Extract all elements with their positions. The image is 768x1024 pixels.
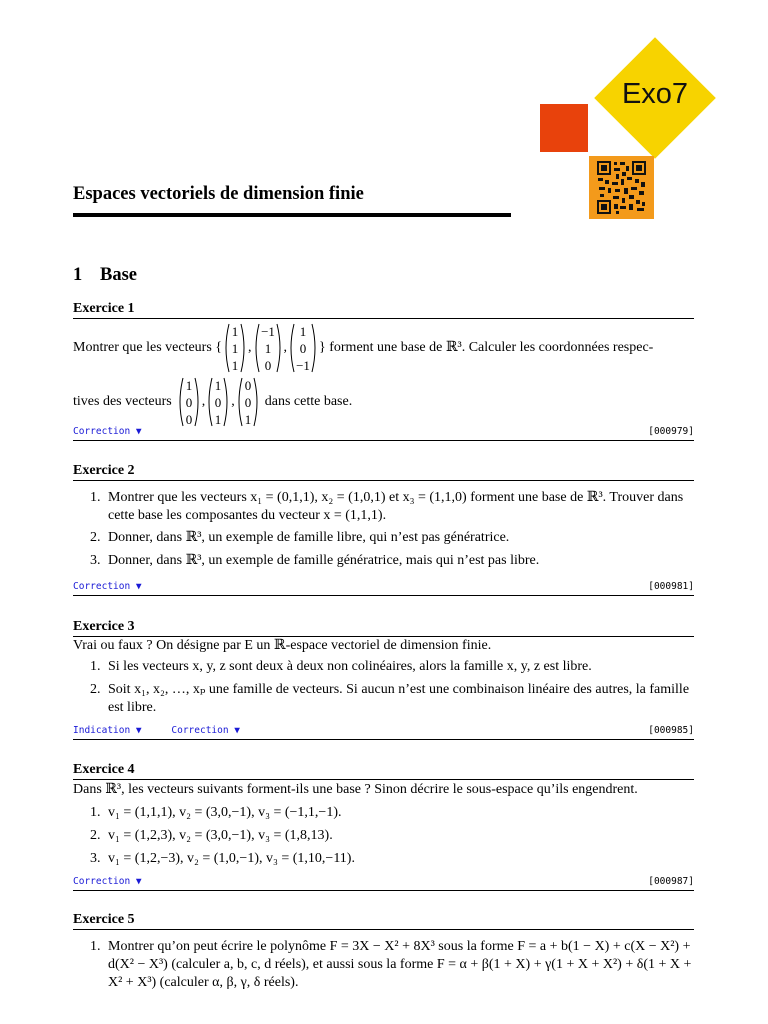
qr-code-icon <box>596 160 647 215</box>
vector-basis-3-c2: 0 <box>299 341 307 356</box>
exercise-4-item-1: 1. v₁ = (1,1,1), v₂ = (3,0,−1), v₃ = (−1,1,−1). <box>90 804 694 822</box>
vector-target-2-c1: 1 <box>215 378 222 393</box>
exercise-1-text-b: } forment une base de ℝ³. Calculer les coordonnées respec- <box>319 340 654 355</box>
vector-basis-3-c3: −1 <box>296 358 310 373</box>
exercise-2-correction-link[interactable]: Correction ▼ <box>73 581 142 592</box>
exercise-1-footer <box>73 426 694 441</box>
exercise-1-text-d: dans cette base. <box>264 394 353 409</box>
exercise-2-heading: Exercice 2 <box>73 463 694 481</box>
exercise-2-item-3: 3. Donner, dans ℝ³, un exemple de famille génératrice, mais qui n’est pas libre. <box>90 552 694 570</box>
exercise-5-item-1: 1. Montrer qu’on peut écrire le polynôme F = 3X − X² + 8X³ sous la forme F = a + b(1 − X) + c(X − X²) + d(X² − X³) (calculer a, b, c, d réels), et aussi sous la forme F = α + β(1 + X) + γ(1 + X + X²) + δ(1 + X + X² + X³) (calculer α, β, γ, δ réels). <box>90 938 694 992</box>
exercise-3-indication-link[interactable]: Indication ▼ <box>73 725 142 736</box>
exercise-4-item-1-text: v₁ = (1,1,1), v₂ = (3,0,−1), v₃ = (−1,1,−1). <box>108 805 342 820</box>
exercise-4-ref: [000987] <box>648 876 694 887</box>
exercise-3-footer <box>73 725 694 740</box>
exercise-3-heading: Exercice 3 <box>73 619 694 637</box>
document-title: Espaces vectoriels de dimension finie <box>73 184 364 204</box>
exercise-2-ref: [000981] <box>648 581 694 592</box>
exercise-4-item-2: 2. v₁ = (1,2,3), v₂ = (3,0,−1), v₃ = (1,8,13). <box>90 827 694 845</box>
logo-orange-square <box>540 104 588 152</box>
exercise-2-item-2-text: Donner, dans ℝ³, un exemple de famille libre, qui n’est pas génératrice. <box>108 530 510 545</box>
vector-basis-1-c2: 1 <box>231 341 239 356</box>
vector-target-3-c1: 0 <box>244 378 251 393</box>
exercise-1-correction-link[interactable]: Correction ▼ <box>73 426 142 437</box>
exercise-4-correction-link[interactable]: Correction ▼ <box>73 876 142 887</box>
section-heading <box>73 265 137 286</box>
exercise-4-item-3: 3. v₁ = (1,2,−3), v₂ = (1,0,−1), v₃ = (1,10,−11). <box>90 850 694 868</box>
exercise-1-heading: Exercice 1 <box>73 301 694 319</box>
vector-basis-2 <box>252 322 284 374</box>
exo7-logo <box>540 40 710 220</box>
vector-target-1-c3: 0 <box>185 412 192 427</box>
vector-target-2-c2: 0 <box>215 395 222 410</box>
exercise-1-line-2: tives des vecteurs 1 0 0 , 1 0 1 , 0 0 1 dans cette base. <box>73 378 353 427</box>
exercise-5-heading: Exercice 5 <box>73 912 694 930</box>
exercise-3-item-1-text: Si les vecteurs x, y, z sont deux à deux non colinéaires, alors la famille x, y, z est libre. <box>108 659 592 674</box>
exercise-3-correction-link[interactable]: Correction ▼ <box>171 725 241 736</box>
exercise-1-ref: [000979] <box>648 426 694 437</box>
vector-basis-1-c1: 1 <box>231 324 239 339</box>
exercise-4-footer <box>73 876 694 891</box>
vector-target-2 <box>205 376 231 428</box>
section-number: 1 <box>73 265 83 285</box>
exercise-4-item-2-text: v₁ = (1,2,3), v₂ = (3,0,−1), v₃ = (1,8,13). <box>108 828 333 843</box>
exercise-2-item-1-text: Montrer que les vecteurs x₁ = (0,1,1), x₂ = (1,0,1) et x₃ = (1,1,0) forment une base de ℝ³. Trouver dans cette base les composantes du vecteur x = (1,1,1). <box>108 490 684 523</box>
exercise-4-heading: Exercice 4 <box>73 762 694 780</box>
vector-basis-3 <box>287 322 319 374</box>
exercise-5-item-1-text: Montrer qu’on peut écrire le polynôme F = 3X − X² + 8X³ sous la forme F = a + b(1 − X) + c(X − X²) + d(X² − X³) (calculer a, b, c, d réels), et aussi sous la forme F = α + β(1 + X) + γ(1 + X + X²) + δ(1 + X + X² + X³) (calculer α, β, γ, δ réels). <box>108 939 692 990</box>
vector-target-1 <box>176 376 202 428</box>
vector-target-3-c3: 1 <box>244 412 251 427</box>
exercise-2-item-3-text: Donner, dans ℝ³, un exemple de famille génératrice, mais qui n’est pas libre. <box>108 553 540 568</box>
exercise-3-item-1: 1. Si les vecteurs x, y, z sont deux à deux non colinéaires, alors la famille x, y, z est libre. <box>90 658 694 676</box>
exercise-1-text-c: tives des vecteurs <box>73 394 172 409</box>
exercise-4-intro: Dans ℝ³, les vecteurs suivants forment-ils une base ? Sinon décrire le sous-espace qu’ils engendrent. <box>73 782 638 797</box>
exercise-3-ref: [000985] <box>648 725 694 736</box>
exercise-2-item-1: 1. Montrer que les vecteurs x₁ = (0,1,1), x₂ = (1,0,1) et x₃ = (1,1,0) forment une base de ℝ³. Trouver dans cette base les composantes du vecteur x = (1,1,1). <box>90 489 694 525</box>
exercise-1-text-a: Montrer que les vecteurs { <box>73 340 223 355</box>
exercise-1-line-1: Montrer que les vecteurs { 1 1 1 , −1 1 0 , 1 0 −1 } forment une base de ℝ³. Calculer les coordonnées respec- <box>73 324 654 373</box>
vector-target-2-c3: 1 <box>215 412 222 427</box>
title-rule <box>73 213 511 217</box>
section-title: Base <box>100 265 137 285</box>
exercise-3-item-2: 2. Soit x₁, x₂, …, xₚ une famille de vecteurs. Si aucun n’est une combinaison linéaire des autres, la famille est libre. <box>90 681 694 717</box>
vector-basis-3-c1: 1 <box>299 324 307 339</box>
vector-target-3 <box>235 376 261 428</box>
exercise-3-item-2-text: Soit x₁, x₂, …, xₚ une famille de vecteurs. Si aucun n’est une combinaison linéaire des autres, la famille est libre. <box>108 682 690 715</box>
vector-basis-1-c3: 1 <box>231 358 239 373</box>
vector-basis-2-c2: 1 <box>264 341 271 356</box>
exercise-2-item-2: 2. Donner, dans ℝ³, un exemple de famille libre, qui n’est pas génératrice. <box>90 529 694 547</box>
vector-basis-1 <box>222 322 248 374</box>
exercise-3-intro: Vrai ou faux ? On désigne par E un ℝ-espace vectoriel de dimension finie. <box>73 638 492 653</box>
exercise-2-footer <box>73 581 694 596</box>
vector-basis-2-c3: 0 <box>264 358 271 373</box>
vector-basis-2-c1: −1 <box>260 324 275 339</box>
vector-target-1-c1: 1 <box>185 378 192 393</box>
vector-target-3-c2: 0 <box>244 395 251 410</box>
exercise-4-item-3-text: v₁ = (1,2,−3), v₂ = (1,0,−1), v₃ = (1,10,−11). <box>108 851 355 866</box>
logo-text: Exo7 <box>621 78 689 110</box>
vector-target-1-c2: 0 <box>185 395 192 410</box>
